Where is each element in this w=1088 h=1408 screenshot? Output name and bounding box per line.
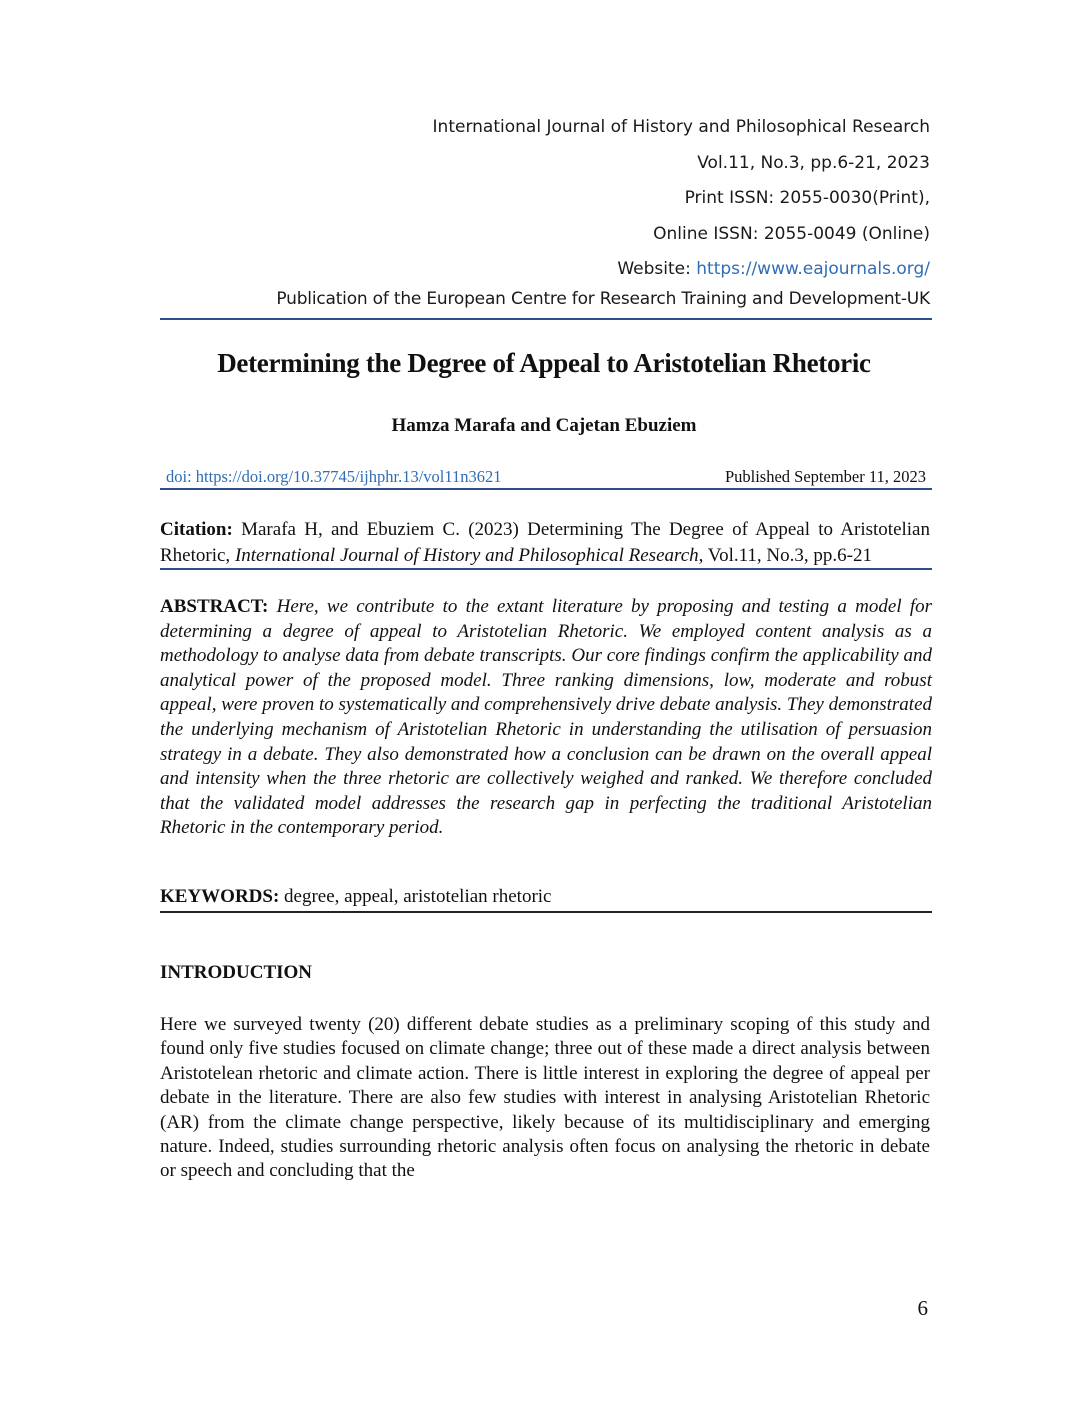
abstract-text: Here, we contribute to the extant literature by proposing and testing a model for determining a degree of appeal to Aristotelian Rhetoric. We employed content analysis as a methodology to analyse data from debate transcripts. Our core findings confirm the applicability and analytical power of the proposed model. Three ranking dimensions, low, moderate and robust appeal, were proven to systematically and comprehensively drive debate analysis. They demonstrated the underlying mechanism of Aristotelian Rhetoric in understanding the utilisation of persuasion strategy in a debate. They also demonstrated how a conclusion can be drawn on the overall appeal and intensity when the three rhetoric are collectively weighed and ranked. We therefore concluded that the validated model addresses the research gap in perfecting the traditional Aristotelian Rhetoric in the contemporary period.	[160, 596, 933, 839]
volume-info: Vol.11, No.3, pp.6-21, 2023	[697, 152, 930, 173]
citation	[160, 517, 930, 569]
citation-text: Marafa H, and Ebuziem C. (2023) Determining The Degree of Appeal to Aristotelian Rhetoric,	[160, 519, 930, 566]
citation-label: Citation:	[160, 519, 233, 540]
journal-header	[433, 113, 930, 291]
citation-journal: International Journal of History and Philosophical Research	[234, 545, 699, 566]
abstract-label: ABSTRACT:	[160, 596, 269, 617]
citation-divider	[160, 568, 932, 570]
publisher-line: Publication of the European Centre for Research Training and Development-UK	[276, 289, 930, 309]
website-line	[433, 255, 930, 291]
print-issn: Print ISSN: 2055-0030(Print),	[684, 188, 930, 208]
online-issn: Online ISSN: 2055-0049 (Online)	[653, 223, 930, 244]
paper-title: Determining the Degree of Appeal to Aristotelian Rhetoric	[217, 348, 871, 378]
introduction-heading: INTRODUCTION	[160, 962, 313, 983]
keywords-label: KEYWORDS:	[160, 886, 280, 907]
introduction-paragraph: Here we surveyed twenty (20) different debate studies as a preliminary scoping of this study and found only five studies focused on climate change; three out of these made a direct analysis between Aristotelean rhetoric and climate action. There is little interest in exploring the degree of appeal per debate in the literature. There are also few studies with interest in analysing Aristotelian Rhetoric (AR) from the climate change perspective, likely because of its multidisciplinary and emerging nature. Indeed, studies surrounding rhetoric analysis often focus on analysing the rhetoric in debate or speech and concluding that the	[160, 1014, 930, 1182]
keywords-text: degree, appeal, aristotelian rhetoric	[284, 886, 552, 907]
keywords-divider	[160, 911, 932, 913]
published-date: Published September 11, 2023	[724, 467, 926, 486]
header-divider	[160, 318, 932, 320]
keywords	[160, 886, 552, 908]
doi-divider	[160, 488, 932, 490]
doi-link[interactable]: doi: https://doi.org/10.37745/ijhphr.13/vol11n3621	[166, 467, 502, 486]
website-link[interactable]: https://www.eajournals.org/	[696, 259, 930, 279]
page-number: 6	[917, 1296, 928, 1320]
paper-authors: Hamza Marafa and Cajetan Ebuziem	[391, 415, 697, 436]
citation-volume: , Vol.11, No.3, pp.6-21	[698, 545, 872, 566]
journal-name: International Journal of History and Philosophical Research	[432, 117, 930, 137]
website-label: Website:	[617, 259, 691, 279]
abstract	[160, 595, 932, 841]
